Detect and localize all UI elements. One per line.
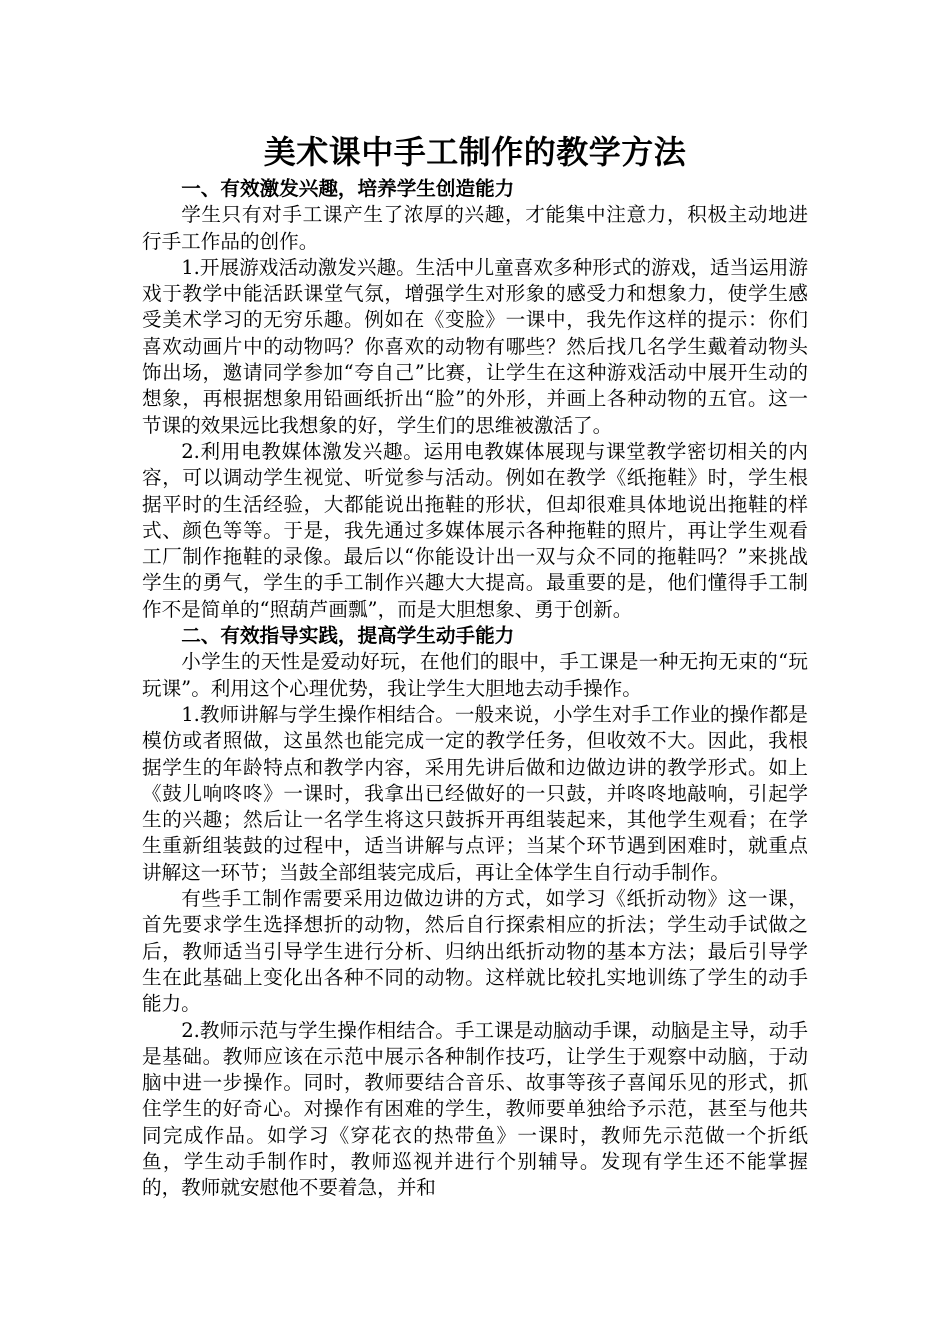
paragraph: 1.开展游戏活动激发兴趣。生活中儿童喜欢多种形式的游戏，适当运用游戏于教学中能活跃课堂气氛，增强学生对形象的感受力和想象力，使学生感受美术学习的无穷乐趣。例如在《变脸》一课中，我先作这样的提示：你们喜欢动画片中的动物吗？你喜欢的动物有哪些？然后找几名学生戴着动物头饰出场，邀请同学参加“夸自己”比赛，让学生在这种游戏活动中展开生动的想象，再根据想象用铅画纸折出“脸”的外形，并画上各种动物的五官。这一节课的效果远比我想象的好，学生们的思维被激活了。: [142, 255, 808, 437]
paragraph: 1.教师讲解与学生操作相结合。一般来说，小学生对手工作业的操作都是模仿或者照做，这虽然也能完成一定的教学任务，但收效不大。因此，我根据学生的年龄特点和教学内容，采用先讲后做和边做边讲的教学形式。如上《鼓儿响咚咚》一课时，我拿出已经做好的一只鼓，并咚咚地敲响，引起学生的兴趣；然后让一名学生将这只鼓拆开再组装起来，其他学生观看；在学生重新组装鼓的过程中，适当讲解与点评；当某个环节遇到困难时，就重点讲解这一环节；当鼓全部组装完成后，再让全体学生自行动手制作。: [142, 702, 808, 884]
document-page: [142, 128, 808, 1202]
paragraph: 2.教师示范与学生操作相结合。手工课是动脑动手课，动脑是主导，动手是基础。教师应该在示范中展示各种制作技巧，让学生于观察中动脑，于动脑中进一步操作。同时，教师要结合音乐、故事等孩子喜闻乐见的形式，抓住学生的好奇心。对操作有困难的学生，教师要单独给予示范，甚至与他共同完成作品。如学习《穿花衣的热带鱼》一课时，教师先示范做一个折纸鱼，学生动手制作时，教师巡视并进行个别辅导。发现有学生还不能掌握的，教师就安慰他不要着急，并和: [142, 1018, 808, 1200]
paragraph: 有些手工制作需要采用边做边讲的方式，如学习《纸折动物》这一课，首先要求学生选择想折的动物，然后自行探索相应的折法；学生动手试做之后，教师适当引导学生进行分析、归纳出纸折动物的基本方法；最后引导学生在此基础上变化出各种不同的动物。这样就比较扎实地训练了学生的动手能力。: [142, 887, 808, 1016]
paragraph: 小学生的天性是爱动好玩，在他们的眼中，手工课是一种无拘无束的“玩玩课”。利用这个心理优势，我让学生大胆地去动手操作。: [142, 650, 808, 700]
section-heading: 二、有效指导实践，提高学生动手能力: [181, 624, 515, 648]
section-1: [142, 176, 808, 623]
section-heading: 一、有效激发兴趣，培养学生创造能力: [181, 177, 515, 200]
paragraph: 学生只有对手工课产生了浓厚的兴趣，才能集中注意力，积极主动地进行手工作品的创作。: [142, 203, 808, 253]
section-2: [142, 623, 808, 1202]
document-title: 美术课中手工制作的教学方法: [263, 133, 687, 171]
paragraph: 2.利用电教媒体激发兴趣。运用电教媒体展现与课堂教学密切相关的内容，可以调动学生视觉、听觉参与活动。例如在教学《纸拖鞋》时，学生根据平时的生活经验，大都能说出拖鞋的形状，但却很难具体地说出拖鞋的样式、颜色等等。于是，我先通过多媒体展示各种拖鞋的照片，再让学生观看工厂制作拖鞋的录像。最后以“你能设计出一双与众不同的拖鞋吗？”来挑战学生的勇气，学生的手工制作兴趣大大提高。最重要的是，他们懂得手工制作不是简单的“照葫芦画瓢”，而是大胆想象、勇于创新。: [142, 439, 808, 621]
